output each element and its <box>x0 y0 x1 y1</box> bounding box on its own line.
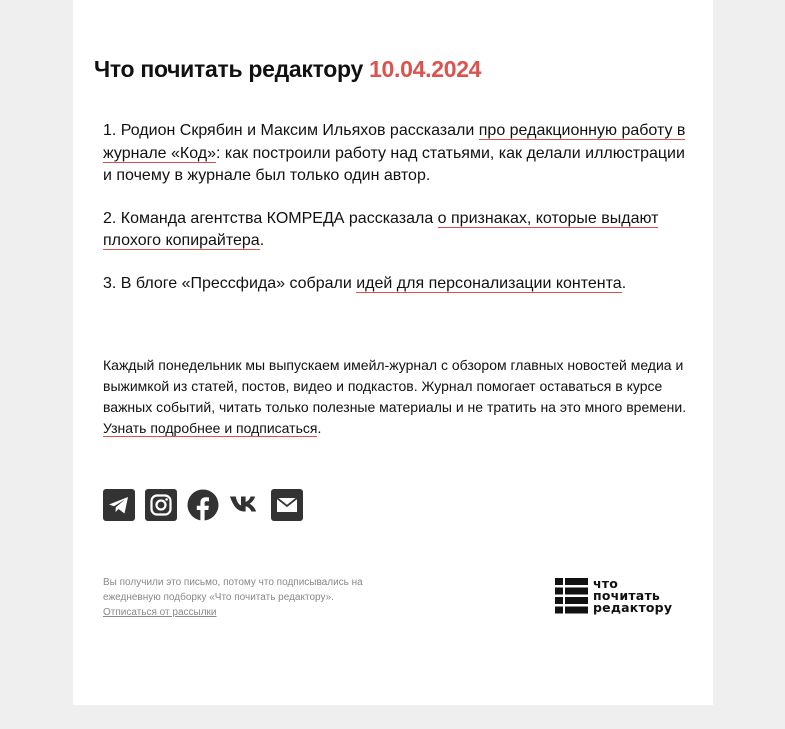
footer-note-text: Вы получили это письмо, потому что подписывались на ежедневную подборку «Что почитать редактору». <box>103 577 363 603</box>
item-text: 1. Родион Скрябин и Максим Ильяхов рассказали <box>103 122 479 139</box>
logo-mark-icon <box>555 578 588 614</box>
social-links <box>103 489 303 521</box>
about-suffix: . <box>317 420 322 436</box>
item-text: : как построили работу над статьями, как делали иллюстрации и почему в журнале был только один автор. <box>103 144 685 184</box>
subscribe-link[interactable]: Узнать подробнее и подписаться <box>103 420 318 436</box>
instagram-icon[interactable] <box>145 489 177 521</box>
logo-line: редактору <box>593 600 673 615</box>
article-link[interactable]: о признаках, которые выдают плохого копирайтера <box>103 209 659 249</box>
logo-text <box>593 578 672 614</box>
logo-line: почитать <box>593 588 660 603</box>
vk-icon[interactable] <box>229 489 261 521</box>
facebook-icon[interactable] <box>187 489 219 521</box>
brand-logo <box>555 578 672 614</box>
issue-date: 10.04.2024 <box>369 56 482 82</box>
logo-line: что <box>593 576 619 591</box>
page-title <box>94 56 481 83</box>
article-list <box>103 120 693 315</box>
article-link[interactable]: идей для персонализации контента <box>356 274 622 292</box>
telegram-icon[interactable] <box>103 489 135 521</box>
item-text: 3. В блоге «Прессфида» собрали <box>103 274 357 292</box>
about-text <box>103 355 693 439</box>
email-card <box>73 0 713 705</box>
unsubscribe-link[interactable]: Отписаться от рассылки <box>103 607 217 618</box>
item-text: 2. Команда агентства КОМРЕДА рассказала <box>103 209 438 227</box>
footer-note <box>103 575 393 620</box>
list-item <box>103 120 693 188</box>
about-body: Каждый понедельник мы выпускаем имейл-журнал с обзором главных новостей медиа и выжимкой из статей, постов, видео и подкастов. Журнал помогает оставаться в курсе важных событий, читать только полезные материалы и не тратить на это много времени. <box>103 357 687 415</box>
list-item <box>103 273 693 296</box>
item-text: . <box>259 232 265 249</box>
list-item <box>103 208 693 253</box>
title-text: Что почитать редактору <box>94 56 363 82</box>
article-link[interactable]: про редакционную работу в журнале «Код» <box>103 122 686 162</box>
item-text: . <box>621 274 627 292</box>
email-icon[interactable] <box>271 489 303 521</box>
